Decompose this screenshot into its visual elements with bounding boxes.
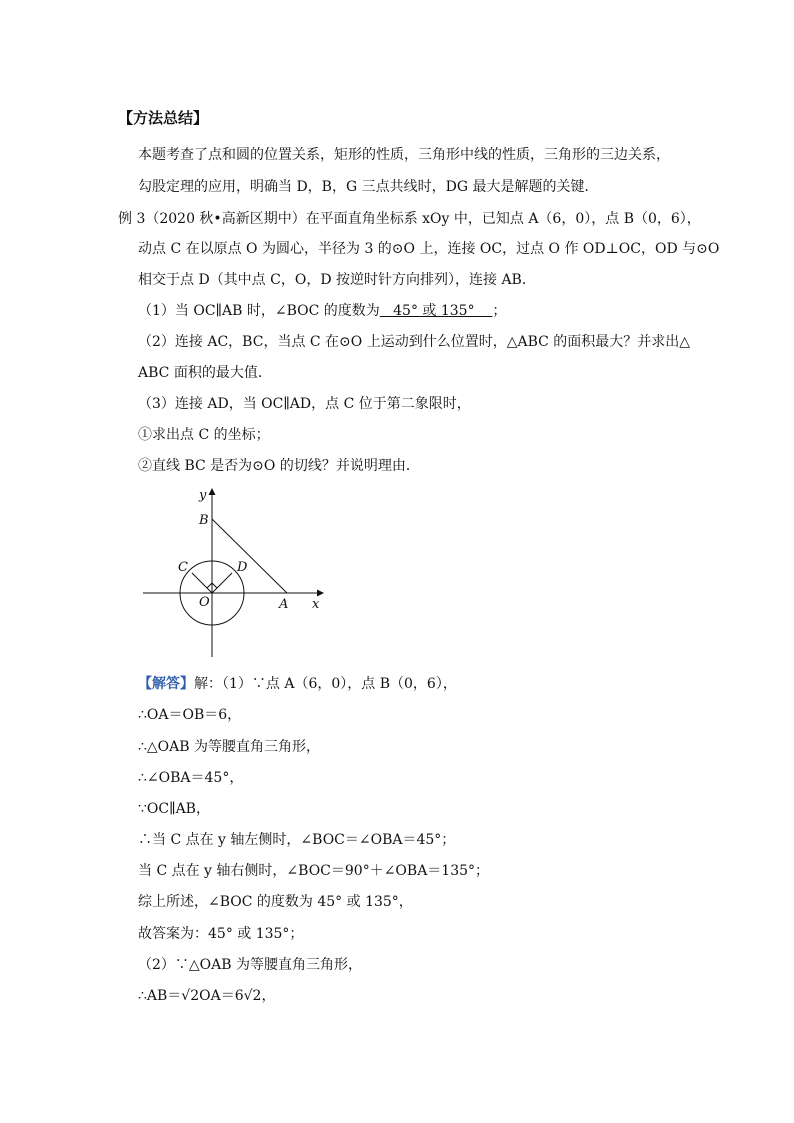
question-3-part-1: ①求出点 C 的坐标； [138,427,270,443]
solution-first-line [138,674,457,694]
x-axis-arrow [317,590,324,597]
question-2-line-2: ABC 面积的最大值． [138,365,272,381]
segment-od [212,573,232,593]
label-d: D [237,560,248,575]
segment-oc [192,573,212,593]
section-title: 【方法总结】 [118,109,209,127]
question-1-suffix: ； [492,303,507,319]
y-axis-arrow [209,488,216,495]
question-1-text: （1）当 OC∥AB 时，∠BOC 的度数为 [138,303,380,319]
summary-line-1: 本题考查了点和圆的位置关系，矩形的性质，三角形中线的性质，三角形的三边关系， [138,147,670,163]
solution-tag: 【解答】 [138,676,194,692]
question-3-part-2: ②直线 BC 是否为⊙O 的切线？并说明理由． [138,458,420,474]
solution-first-text: 解：（1）∵点 A（6，0），点 B（0，6）， [194,676,457,692]
label-a: A [279,597,289,612]
solution-line-10: ∴AB＝√2OA＝6√2， [138,988,276,1004]
solution-line-3: ∴∠OBA＝45°， [138,770,244,786]
question-3: （3）连接 AD，当 OC∥AD，点 C 位于第二象限时， [138,396,471,412]
solution-line-8: 故答案为：45° 或 135°； [138,926,304,942]
solution-line-9: （2）∵△OAB 为等腰直角三角形， [138,957,362,973]
solution-line-7: 综上所述，∠BOC 的度数为 45° 或 135°， [138,894,413,910]
label-o: O [199,595,210,610]
question-1 [138,301,506,321]
solution-line-5: ∴当 C 点在 y 轴左侧时，∠BOC＝∠OBA＝45°； [138,832,456,848]
label-b: B [199,513,209,528]
geometry-figure [135,485,335,660]
solution-line-4: ∵OC∥AB， [138,801,210,817]
question-1-answer: 45° 或 135° [379,303,493,319]
example-line-1: 例 3（2020 秋•高新区期中）在平面直角坐标系 xOy 中，已知点 A（6，0），点 B（0，6）， [118,211,701,227]
label-x: x [312,597,320,612]
solution-line-2: ∴△OAB 为等腰直角三角形， [138,739,320,755]
solution-line-1: ∴OA＝OB＝6， [138,707,242,723]
label-y: y [199,488,207,503]
example-line-3: 相交于点 D（其中点 C，O，D 按逆时针方向排列），连接 AB． [138,272,536,288]
question-2-line-1: （2）连接 AC，BC，当点 C 在⊙O 上运动到什么位置时，△ABC 的面积最大？并求出△ [138,334,691,350]
example-line-2: 动点 C 在以原点 O 为圆心，半径为 3 的⊙O 上，连接 OC，过点 O 作 OD⊥OC，OD 与⊙O [138,241,720,257]
solution-line-6: 当 C 点在 y 轴右侧时，∠BOC＝90°＋∠OBA＝135°； [138,863,490,879]
label-c: C [178,560,188,575]
summary-line-2: 勾股定理的应用，明确当 D，B，G 三点共线时，DG 最大是解题的关键． [138,179,599,195]
